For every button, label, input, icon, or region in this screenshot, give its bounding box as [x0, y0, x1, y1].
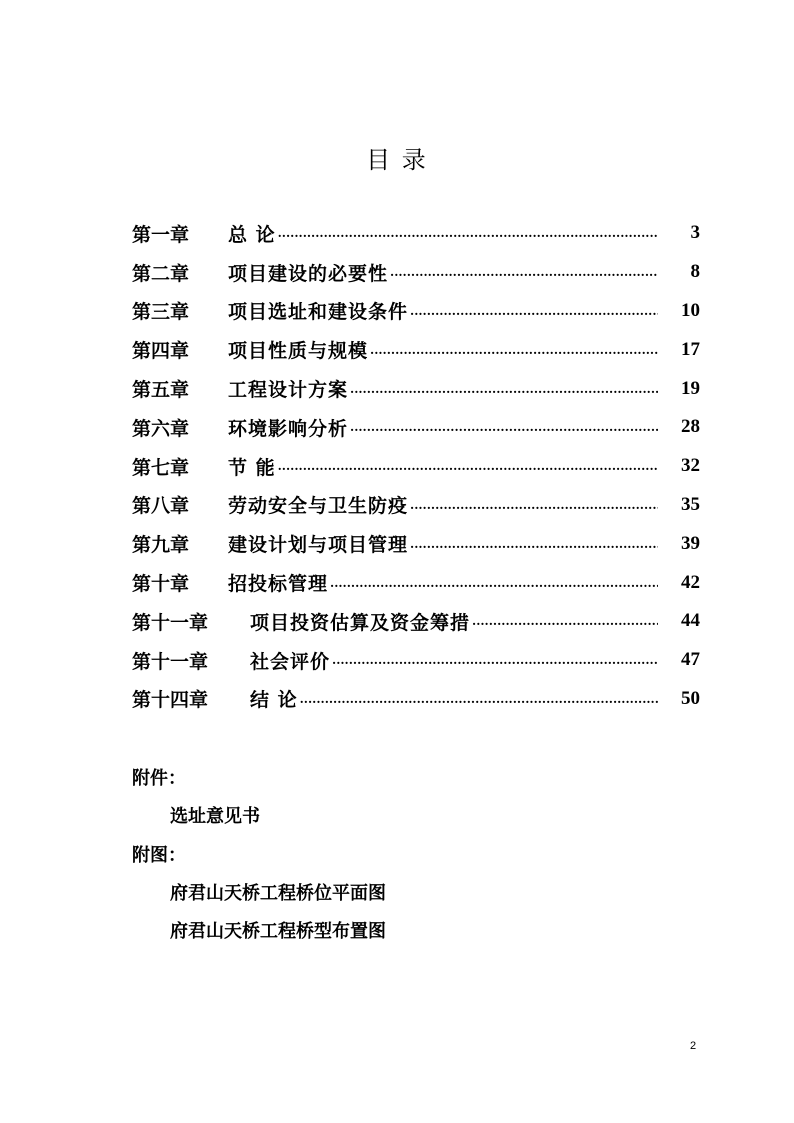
toc-entry-5[interactable]	[132, 369, 700, 408]
toc-chapter: 第二章	[132, 262, 190, 285]
toc-page: 47	[681, 649, 700, 671]
toc-entry-7[interactable]	[132, 447, 700, 486]
table-of-contents	[132, 214, 700, 718]
toc-title: 招投标管理	[228, 573, 329, 596]
dot-leader	[410, 301, 658, 321]
toc-title: 工程设计方案	[228, 379, 349, 402]
toc-page: 3	[690, 222, 700, 244]
toc-page: 28	[681, 416, 700, 438]
toc-chapter: 第十一章	[132, 650, 209, 673]
toc-entry-4[interactable]	[132, 330, 700, 369]
toc-title: 环境影响分析	[228, 417, 349, 440]
toc-page: 44	[681, 610, 700, 632]
toc-page: 35	[681, 493, 700, 515]
toc-entry-12[interactable]	[132, 641, 700, 680]
toc-entry-6[interactable]	[132, 408, 700, 447]
toc-title: 项目性质与规模	[228, 340, 369, 363]
toc-chapter: 第九章	[132, 534, 190, 557]
dot-leader	[410, 495, 658, 515]
toc-page: 42	[681, 571, 700, 593]
toc-page: 10	[681, 299, 700, 321]
toc-entry-9[interactable]	[132, 524, 700, 563]
figure-item[interactable]: 府君山天桥工程桥型布置图	[170, 921, 386, 942]
toc-chapter: 第十章	[132, 573, 190, 596]
dot-leader	[332, 650, 658, 670]
toc-chapter: 第十四章	[132, 689, 209, 712]
dot-leader	[278, 456, 658, 476]
toc-entry-1[interactable]	[132, 214, 700, 253]
toc-page: 8	[690, 261, 700, 283]
page-title: 目 录	[366, 146, 428, 174]
attachments-heading: 附件：	[132, 768, 186, 789]
toc-page: 32	[681, 455, 700, 477]
toc-title: 结 论	[250, 689, 298, 712]
toc-chapter: 第一章	[132, 223, 190, 246]
toc-page: 39	[681, 532, 700, 554]
dot-leader	[472, 611, 658, 631]
toc-chapter: 第四章	[132, 340, 190, 363]
toc-title: 建设计划与项目管理	[228, 534, 409, 557]
figures-heading: 附图：	[132, 845, 186, 866]
toc-entry-11[interactable]	[132, 602, 700, 641]
attachment-item[interactable]: 选址意见书	[170, 806, 260, 827]
toc-chapter: 第三章	[132, 301, 190, 324]
dot-leader	[278, 223, 658, 243]
toc-title: 总 论	[228, 223, 276, 246]
toc-title: 项目建设的必要性	[228, 262, 389, 285]
dot-leader	[330, 573, 658, 593]
dot-leader	[300, 689, 658, 709]
toc-chapter: 第五章	[132, 379, 190, 402]
figure-item[interactable]: 府君山天桥工程桥位平面图	[170, 883, 386, 904]
toc-entry-2[interactable]	[132, 253, 700, 292]
toc-entry-13[interactable]	[132, 680, 700, 719]
dot-leader	[410, 534, 658, 554]
dot-leader	[390, 262, 658, 282]
toc-title: 项目选址和建设条件	[228, 301, 409, 324]
toc-page: 50	[681, 687, 700, 709]
toc-entry-10[interactable]	[132, 563, 700, 602]
toc-title: 社会评价	[250, 650, 331, 673]
toc-chapter: 第十一章	[132, 611, 209, 634]
toc-title: 项目投资估算及资金筹措	[250, 611, 471, 634]
dot-leader	[350, 417, 658, 437]
dot-leader	[370, 340, 658, 360]
toc-page: 17	[681, 338, 700, 360]
toc-chapter: 第八章	[132, 495, 190, 518]
toc-entry-3[interactable]	[132, 292, 700, 331]
toc-title: 节 能	[228, 456, 276, 479]
toc-entry-8[interactable]	[132, 486, 700, 525]
toc-chapter: 第六章	[132, 417, 190, 440]
toc-chapter: 第七章	[132, 456, 190, 479]
toc-page: 19	[681, 377, 700, 399]
page-number: 2	[690, 1040, 697, 1052]
dot-leader	[350, 379, 658, 399]
toc-title: 劳动安全与卫生防疫	[228, 495, 409, 518]
